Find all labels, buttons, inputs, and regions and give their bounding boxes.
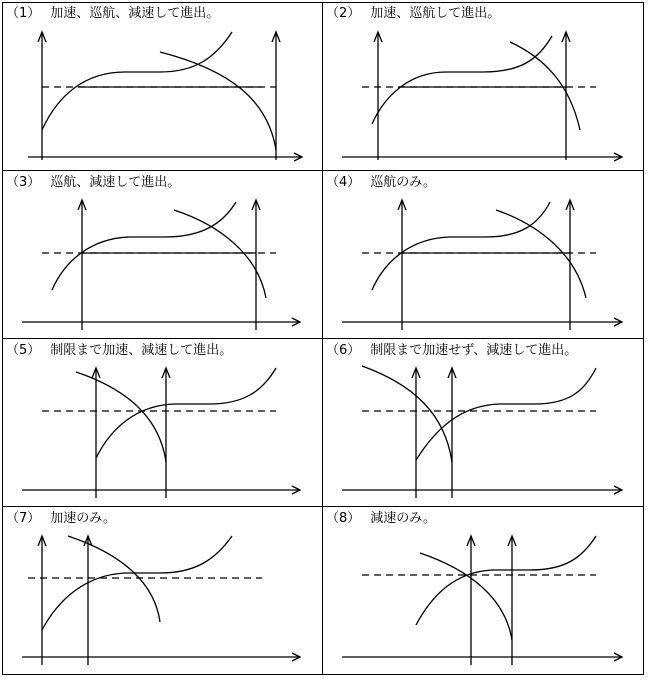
panel-2-caption: 加速、巡航して進出。 [370, 6, 501, 21]
panel-6-number: （6） [326, 343, 361, 358]
panel-4-caption: 巡航のみ。 [370, 175, 437, 190]
panel-1-number: （1） [6, 6, 41, 21]
panel-5-number: （5） [6, 343, 41, 358]
deceleration-curve [420, 553, 512, 640]
panel-8-number: （8） [326, 511, 361, 526]
panel-1-caption: 加速、巡航、減速して進出。 [50, 6, 220, 21]
panel-5-caption: 制限まで加速、減速して進出。 [50, 343, 233, 358]
acceleration-curve [416, 536, 596, 625]
panel-3-number: （3） [6, 175, 41, 190]
panel-4-number: （4） [326, 175, 361, 190]
panel-2-number: （2） [326, 6, 361, 21]
panel-3-caption: 巡航、減速して進出。 [50, 175, 181, 190]
panel-8-caption: 減速のみ。 [370, 511, 437, 526]
panel-6-caption: 制限まで加速せず、減速して進出。 [370, 343, 578, 358]
exit-line [508, 536, 516, 665]
panel-7-number: （7） [6, 511, 41, 526]
panel-7-caption: 加速のみ。 [50, 511, 117, 526]
time-axis [342, 653, 622, 661]
entry-line [467, 536, 475, 665]
